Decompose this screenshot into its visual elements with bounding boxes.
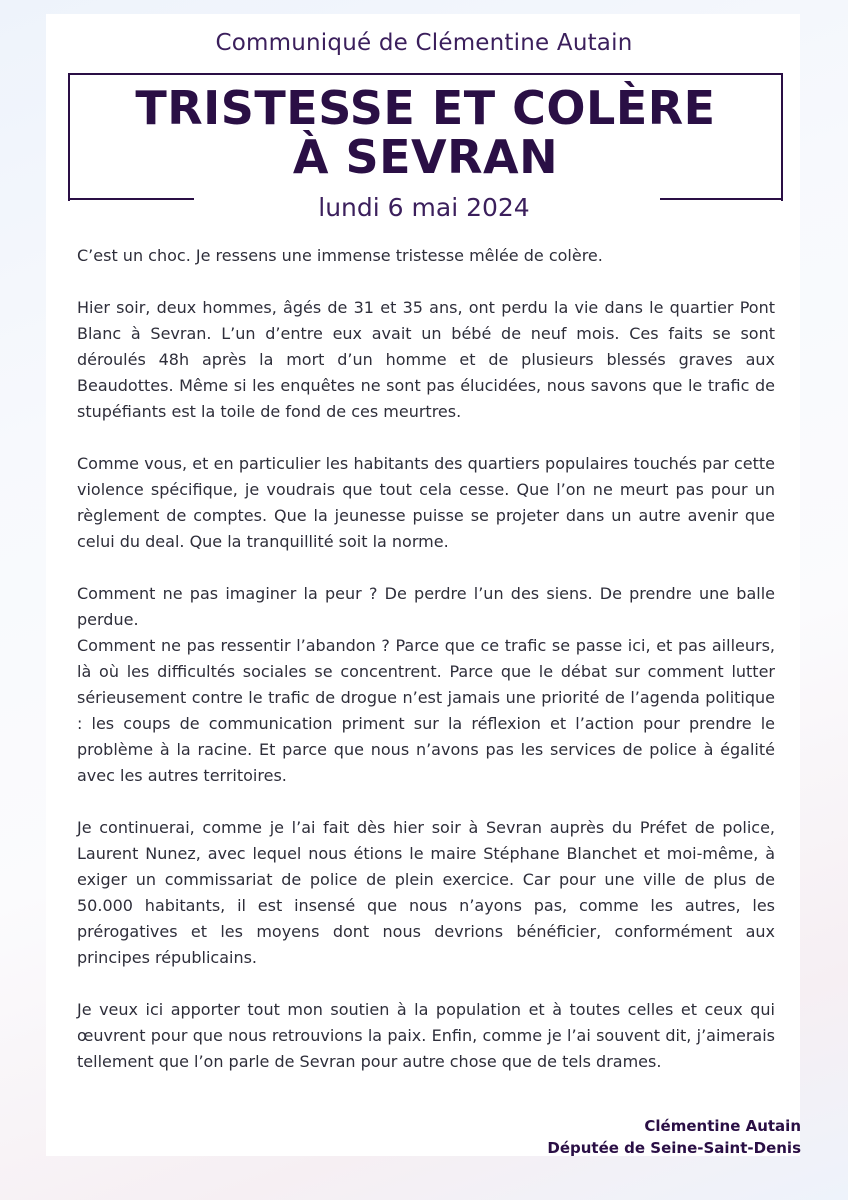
paragraph-3: Comme vous, et en particulier les habitants des quartiers populaires touchés par cette violence spécifique, je voudrais que tout cela cesse. Que l’on ne meurt pas pour un règlement de comptes. Que la jeunesse puisse se projeter dans un autre avenir que celui du deal. Que la tranquillité soit la norme. xyxy=(77,454,775,551)
signature-role: Députée de Seine-Saint-Denis xyxy=(547,1139,801,1157)
signature-block xyxy=(547,1115,801,1159)
title-line-2: À SEVRAN xyxy=(292,130,559,184)
communique-body xyxy=(77,243,775,1101)
paragraph-5: Comment ne pas ressentir l’abandon ? Parce que ce trafic se passe ici, et pas ailleurs, là où les difficultés sociales se concentrent. Parce que le débat sur comment lutter sérieusement contre le trafic de drogue n’est jamais une priorité de l’agenda politique : les coups de communication priment sur la réflexion et l’action pour prendre le problème à la racine. Et parce que nous n’avons pas les services de police à égalité avec les autres territoires. xyxy=(77,636,775,785)
paragraph-6: Je continuerai, comme je l’ai fait dès hier soir à Sevran auprès du Préfet de police, Laurent Nunez, avec lequel nous étions le maire Stéphane Blanchet et moi-même, à exiger un commissariat de police de plein exercice. Car pour une ville de plus de 50.000 habitants, il est insensé que nous n’ayons pas, comme les autres, les prérogatives et les moyens dont nous devrions bénéficier, conformément aux principes républicains. xyxy=(77,818,775,967)
communique-header: Communiqué de Clémentine Autain xyxy=(215,30,633,56)
title-line-1: TRISTESSE ET COLÈRE xyxy=(135,81,716,135)
publication-date: lundi 6 mai 2024 xyxy=(318,193,530,222)
paragraph-7: Je veux ici apporter tout mon soutien à la population et à toutes celles et ceux qui œuvrent pour que nous retrouvions la paix. Enfin, comme je l’ai souvent dit, j’aimerais tellement que l’on parle de Sevran pour autre chose que de tels drames. xyxy=(77,1000,775,1071)
paragraph-4: Comment ne pas imaginer la peur ? De perdre l’un des siens. De prendre une balle perdue. xyxy=(77,584,775,629)
page-title xyxy=(68,81,783,184)
paragraph-1: C’est un choc. Je ressens une immense tristesse mêlée de colère. xyxy=(77,246,603,265)
paragraph-2: Hier soir, deux hommes, âgés de 31 et 35 ans, ont perdu la vie dans le quartier Pont Blanc à Sevran. L’un d’entre eux avait un bébé de neuf mois. Ces faits se sont déroulés 48h après la mort d’un homme et de plusieurs blessés graves aux Beaudottes. Même si les enquêtes ne sont pas élucidées, nous savons que le trafic de stupéfiants est la toile de fond de ces meurtres. xyxy=(77,298,775,421)
signature-name: Clémentine Autain xyxy=(644,1117,801,1135)
